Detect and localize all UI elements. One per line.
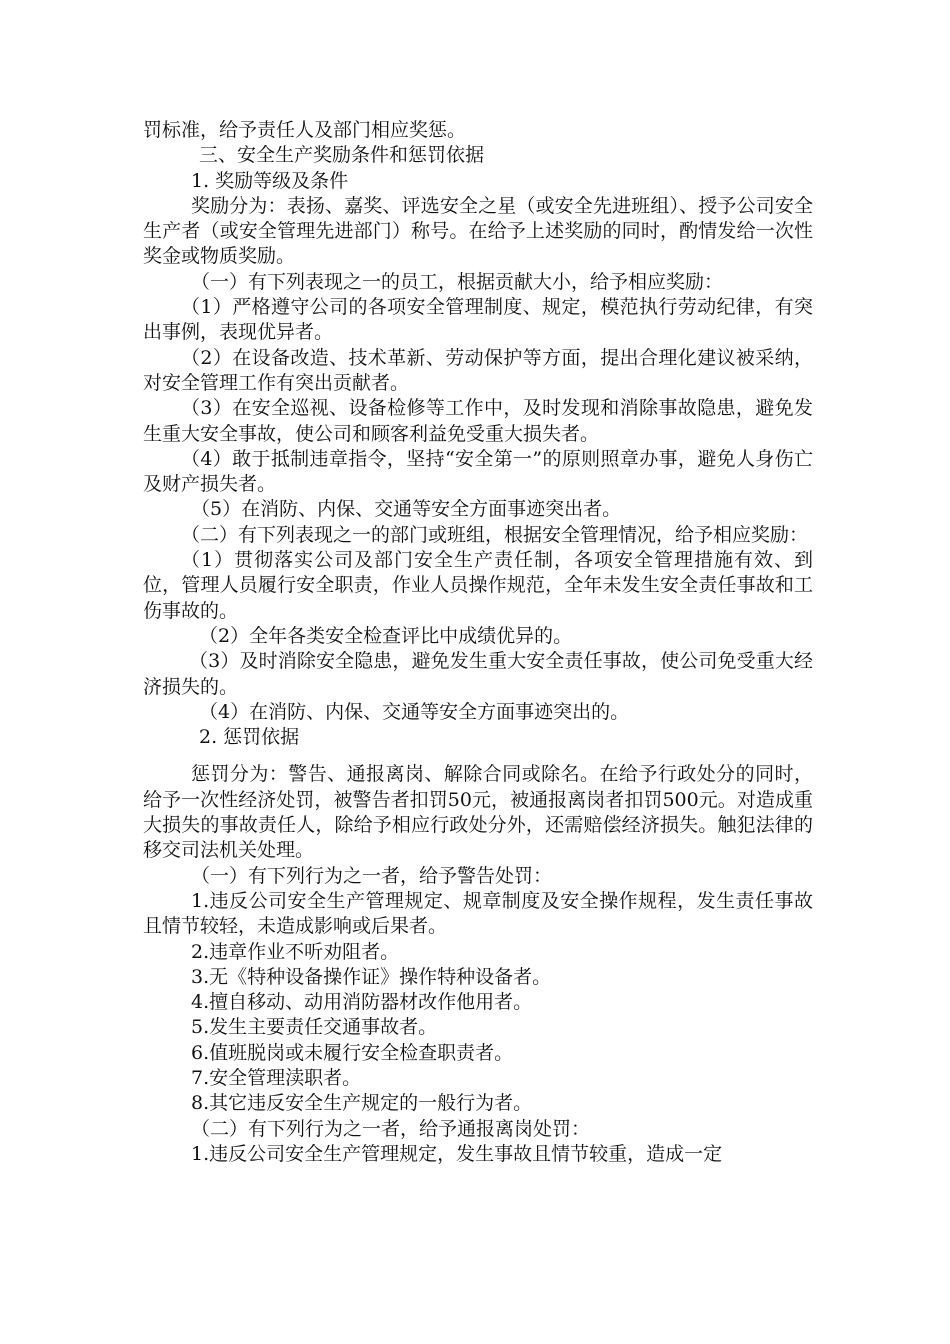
subheading-reward-levels: 1. 奖励等级及条件 <box>191 169 349 192</box>
item-suspension-penalty: （二）有下列行为之一者，给予通报离岗处罚： <box>191 1117 591 1140</box>
item-employee-reward-5: （5）在消防、内保、交通等安全方面事迹突出者。 <box>191 498 622 521</box>
item-warning-7: 7.安全管理渎职者。 <box>191 1066 362 1089</box>
paragraph-penalty-types: 惩罚分为：警告、通报离岗、解除合同或除名。在给予行政处分的同时，给予一次性经济处罚，被警告者扣罚50元，被通报离岗者扣罚500元。对造成重大损失的事故责任人，除给予相应行政处分外，还需赔偿经济损失。触犯法律的移交司法机关处理。 <box>143 763 813 862</box>
section-heading-reward-penalty: 三、安全生产奖励条件和惩罚依据 <box>199 144 485 167</box>
subheading-penalty-basis: 2. 惩罚依据 <box>199 726 300 749</box>
item-employee-reward-3: （3）在安全巡视、设备检修等工作中，及时发现和消除事故隐患，避免发生重大安全事故，使公司和顾客利益免受重大损失者。 <box>143 397 813 445</box>
item-warning-1: 1.违反公司安全生产管理规定、规章制度及安全操作规程，发生责任事故且情节较轻，未造成影响或后果者。 <box>143 889 813 938</box>
paragraph-reward-types: 奖励分为：表扬、嘉奖、评选安全之星（或安全先进班组）、授予公司安全生产者（或安全管理先进部门）称号。在给予上述奖励的同时，酌情发给一次性奖金或物质奖励。 <box>143 194 813 268</box>
item-department-reward-3: （3）及时消除安全隐患，避免发生重大安全责任事故，使公司免受重大经济损失的。 <box>143 650 813 698</box>
document-body <box>143 118 813 1167</box>
item-employee-reward-1: （1）严格遵守公司的各项安全管理制度、规定，模范执行劳动纪律，有突出事例，表现优异者。 <box>143 296 813 344</box>
item-employee-reward-4: （4）敢于抵制违章指令，坚持“安全第一”的原则照章办事，避免人身伤亡及财产损失者。 <box>143 447 813 496</box>
item-warning-6: 6.值班脱岗或未履行安全检查职责者。 <box>191 1041 514 1064</box>
item-warning-5: 5.发生主要责任交通事故者。 <box>191 1016 438 1039</box>
item-suspension-1: 1.违反公司安全生产管理规定，发生事故且情节较重，造成一定 <box>191 1142 723 1165</box>
item-employee-reward-2: （2）在设备改造、技术革新、劳动保护等方面，提出合理化建议被采纳，对安全管理工作有突出贡献者。 <box>143 346 813 394</box>
item-warning-3: 3.无《特种设备操作证》操作特种设备者。 <box>191 965 552 988</box>
item-warning-8: 8.其它违反安全生产规定的一般行为者。 <box>191 1092 533 1115</box>
paragraph-penalty-standard: 罚标准，给予责任人及部门相应奖惩。 <box>143 119 467 141</box>
item-warning-4: 4.擅自移动、动用消防器材改作他用者。 <box>191 991 533 1014</box>
item-warning-penalty: （一）有下列行为之一者，给予警告处罚： <box>191 864 553 887</box>
item-department-reward-2: （2）全年各类安全检查评比中成绩优异的。 <box>199 624 573 647</box>
item-department-reward-1: （1）贯彻落实公司及部门安全生产责任制，各项安全管理措施有效、到位，管理人员履行安全职责，作业人员操作规范，全年未发生安全责任事故和工伤事故的。 <box>143 549 813 622</box>
item-department-rewards: （二）有下列表现之一的部门或班组，根据安全管理情况，给予相应奖励： <box>181 523 809 546</box>
item-warning-2: 2.违章作业不听劝阻者。 <box>191 940 400 963</box>
item-department-reward-4: （4）在消防、内保、交通等安全方面事迹突出的。 <box>199 700 630 723</box>
item-employee-rewards: （一）有下列表现之一的员工，根据贡献大小，给予相应奖励： <box>191 270 724 293</box>
